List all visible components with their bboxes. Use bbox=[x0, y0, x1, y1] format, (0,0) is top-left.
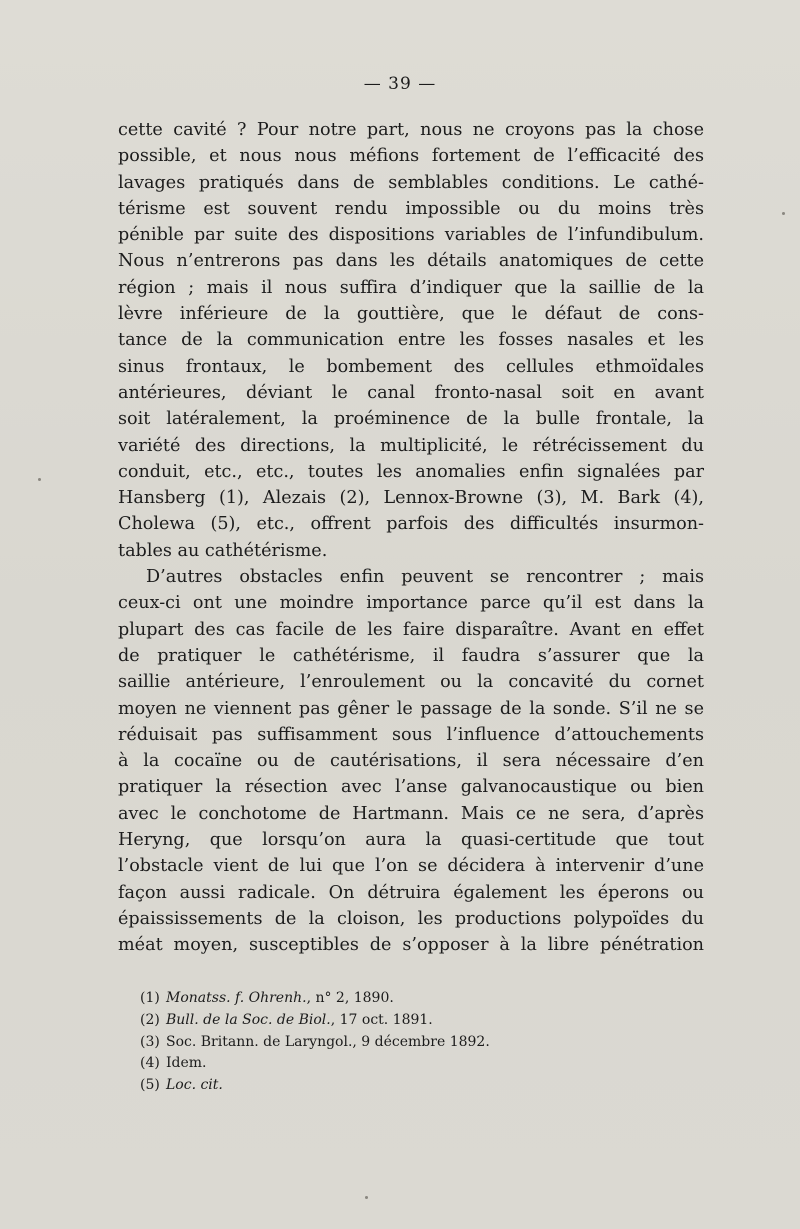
footnote-number: (4) bbox=[140, 1055, 160, 1072]
text-line: térisme est souvent rendu impossible ou du moins très bbox=[118, 198, 704, 219]
paper-speck bbox=[782, 212, 785, 215]
paper-speck bbox=[38, 478, 41, 481]
text-line: saillie antérieure, l’enroulement ou la concavité du cornet bbox=[118, 672, 704, 693]
text-line: conduit, etc., etc., toutes les anomalies enfin signalées par bbox=[118, 461, 704, 482]
body-text bbox=[118, 117, 704, 959]
text-line: pratiquer la résection avec l’anse galvanocaustique ou bien bbox=[118, 777, 704, 798]
text-line: cette cavité ? Pour notre part, nous ne croyons pas la chose bbox=[118, 120, 704, 140]
text-line: lavages pratiqués dans de semblables conditions. Le cathé- bbox=[118, 172, 704, 193]
footnote-title: Loc. cit. bbox=[166, 1077, 223, 1094]
footnotes bbox=[140, 988, 700, 1097]
text-line: tance de la communication entre les fosses nasales et les bbox=[118, 330, 704, 351]
text-line: soit latéralement, la proéminence de la bulle frontale, la bbox=[118, 409, 704, 430]
footnote bbox=[140, 1075, 700, 1097]
text-line: réduisait pas suffisamment sous l’influence d’attouchements bbox=[118, 724, 704, 745]
text-line: antérieures, déviant le canal fronto-nasal soit en avant bbox=[118, 382, 704, 403]
paper-speck bbox=[365, 1196, 368, 1199]
text-line: tables au cathétérisme. bbox=[118, 540, 328, 561]
text-line: épaississements de la cloison, les productions polypoïdes du bbox=[118, 908, 704, 929]
footnote-detail: Soc. Britann. de Laryngol., 9 décembre 1892. bbox=[166, 1033, 490, 1050]
footnote bbox=[140, 1010, 700, 1032]
text-line: Nous n’entrerons pas dans les détails anatomiques de cette bbox=[118, 251, 704, 272]
footnote-number: (1) bbox=[140, 990, 160, 1006]
footnote-title: Bull. de la Soc. de Biol. bbox=[166, 1011, 331, 1028]
footnote-detail: , 17 oct. 1891. bbox=[330, 1011, 433, 1028]
footnote-number: (5) bbox=[140, 1077, 160, 1094]
text-line: variété des directions, la multiplicité, le rétrécissement du bbox=[118, 435, 704, 456]
footnote-detail: Idem. bbox=[166, 1055, 207, 1072]
text-line: Cholewa (5), etc., offrent parfois des difficultés insurmon- bbox=[118, 514, 704, 535]
footnote-number: (3) bbox=[140, 1033, 160, 1050]
text-line: sinus frontaux, le bombement des cellules ethmoïdales bbox=[118, 356, 704, 377]
text-line: possible, et nous nous méfions fortement de l’efficacité des bbox=[118, 146, 704, 167]
text-line: avec le conchotome de Hartmann. Mais ce ne sera, d’après bbox=[118, 803, 704, 824]
footnote-detail: , n° 2, 1890. bbox=[306, 990, 394, 1006]
page-number: — 39 — bbox=[363, 74, 437, 94]
text-line: pénible par suite des dispositions variables de l’infundibulum. bbox=[118, 225, 704, 246]
footnote bbox=[140, 988, 700, 1010]
text-line: méat moyen, susceptibles de s’opposer à la libre pénétration bbox=[118, 935, 704, 956]
text-line: à la cocaïne ou de cautérisations, il sera nécessaire d’en bbox=[118, 751, 704, 772]
footnote-number: (2) bbox=[140, 1011, 160, 1028]
footnote bbox=[140, 1053, 700, 1075]
text-line: Hansberg (1), Alezais (2), Lennox-Browne (3), M. Bark (4), bbox=[118, 488, 704, 509]
text-line: de pratiquer le cathétérisme, il faudra s’assurer que la bbox=[118, 645, 704, 666]
text-line: Heryng, que lorsqu’on aura la quasi-certitude que tout bbox=[118, 830, 704, 851]
text-line: moyen ne viennent pas gêner le passage de la sonde. S’il ne se bbox=[118, 698, 704, 719]
text-line: plupart des cas facile de les faire disparaître. Avant en effet bbox=[118, 619, 704, 640]
text-line: lèvre inférieure de la gouttière, que le défaut de cons- bbox=[118, 304, 704, 325]
text-line: région ; mais il nous suffira d’indiquer que la saillie de la bbox=[118, 277, 704, 298]
text-line: façon aussi radicale. On détruira également les éperons ou bbox=[118, 882, 704, 903]
text-line: l’obstacle vient de lui que l’on se décidera à intervenir d’une bbox=[118, 856, 704, 877]
text-line: D’autres obstacles enfin peuvent se rencontrer ; mais bbox=[146, 567, 704, 588]
footnote-title: Monatss. f. Ohrenh. bbox=[166, 990, 307, 1006]
text-line: ceux-ci ont une moindre importance parce qu’il est dans la bbox=[118, 593, 704, 614]
footnote bbox=[140, 1032, 700, 1054]
